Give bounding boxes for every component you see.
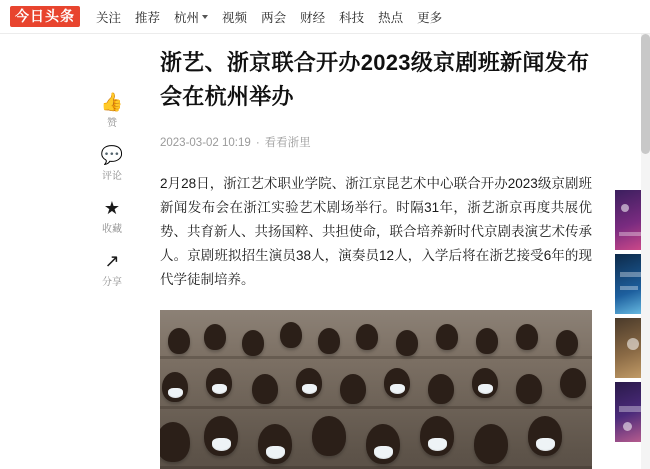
nav-item-label: 两会 (261, 10, 287, 25)
star-icon: ★ (103, 198, 121, 218)
audience-head (160, 422, 190, 462)
article-action-rail (92, 92, 132, 288)
thumbnail-accent (621, 204, 629, 212)
article-date: 2023-03-02 10:19 (160, 137, 251, 149)
thumbs-up-icon: 👍 (100, 92, 124, 112)
nav-item-hangzhou[interactable] (174, 8, 208, 26)
scrollbar-thumb[interactable] (641, 34, 650, 154)
nav-items (96, 8, 442, 26)
face-mask (478, 384, 493, 394)
face-mask (302, 384, 317, 394)
face-mask (266, 446, 285, 459)
audience-head (252, 374, 278, 404)
article-container (160, 46, 600, 469)
audience-head (560, 368, 586, 398)
nav-item-label: 杭州 (174, 10, 200, 25)
face-mask (536, 438, 555, 451)
audience-head (474, 424, 508, 464)
face-mask (390, 384, 405, 394)
comment-label: 评论 (101, 171, 122, 182)
audience-head (516, 324, 538, 350)
meta-separator: · (255, 137, 260, 149)
like-label: 赞 (106, 118, 117, 129)
page-scrollbar[interactable] (641, 34, 650, 469)
audience-head (396, 330, 418, 356)
nav-item-label: 推荐 (135, 10, 161, 25)
nav-item-label: 更多 (417, 10, 443, 25)
nav-item-shipin[interactable] (222, 8, 247, 26)
nav-item-keji[interactable] (339, 8, 364, 26)
face-mask (212, 384, 227, 394)
nav-item-label: 财经 (300, 10, 326, 25)
share-label: 分享 (102, 277, 122, 288)
comment-button[interactable] (101, 145, 123, 182)
nav-item-label: 视频 (222, 10, 248, 25)
nav-item-lianghui[interactable] (261, 8, 286, 26)
audience-head (476, 328, 498, 354)
nav-item-gengduo[interactable] (417, 8, 442, 26)
audience-head (242, 330, 264, 356)
thumbnail-accent (623, 422, 632, 431)
audience-head (436, 324, 458, 350)
audience-head (168, 328, 190, 354)
site-logo[interactable]: 今日头条 (10, 6, 80, 27)
seat-row (160, 406, 592, 409)
article-photo (160, 310, 592, 469)
article-meta (160, 134, 600, 150)
article-body: 2月28日，浙江艺术职业学院、浙江京昆艺术中心联合开办2023级京剧班新闻发布会在浙江实验艺术剧场举行。时隔31年，浙艺浙京再度共展优势、共育新人、共扬国粹、共担使命，联合培养新时代京剧表演艺术传承人。京剧班拟招生演员38人，演奏员12人，入学后将在浙艺接受6年的现代学徒制培养。 (160, 176, 592, 287)
left-gutter (0, 34, 92, 469)
audience-head (340, 374, 366, 404)
nav-item-caijing[interactable] (300, 8, 325, 26)
nav-item-label: 热点 (378, 10, 404, 25)
audience-head (516, 374, 542, 404)
article-source[interactable]: 看看浙里 (264, 137, 311, 149)
thumbnail-accent (620, 286, 638, 290)
audience-head (280, 322, 302, 348)
face-mask (374, 446, 393, 459)
audience-head (312, 416, 346, 456)
favorite-button[interactable] (102, 198, 122, 235)
nav-item-label: 科技 (339, 10, 365, 25)
face-mask (168, 388, 183, 398)
audience-head (428, 374, 454, 404)
nav-item-guanzhu[interactable] (96, 8, 121, 26)
page-title: 浙艺、浙京联合开办2023级京剧班新闻发布会在杭州举办 (160, 50, 590, 109)
seat-row (160, 356, 592, 359)
audience-head (204, 324, 226, 350)
favorite-label: 收藏 (102, 224, 122, 235)
audience-head (556, 330, 578, 356)
share-button[interactable] (102, 251, 122, 288)
face-mask (428, 438, 447, 451)
share-icon: ↗ (104, 251, 120, 271)
nav-item-redian[interactable] (378, 8, 403, 26)
chevron-down-icon (202, 15, 208, 19)
audience-head (318, 328, 340, 354)
face-mask (212, 438, 231, 451)
nav-item-tuijian[interactable] (135, 8, 160, 26)
thumbnail-accent (627, 338, 639, 350)
audience-head (356, 324, 378, 350)
top-navigation-bar (0, 0, 650, 34)
like-button[interactable] (101, 92, 123, 129)
comment-icon: 💬 (100, 145, 124, 165)
nav-item-label: 关注 (96, 10, 122, 25)
